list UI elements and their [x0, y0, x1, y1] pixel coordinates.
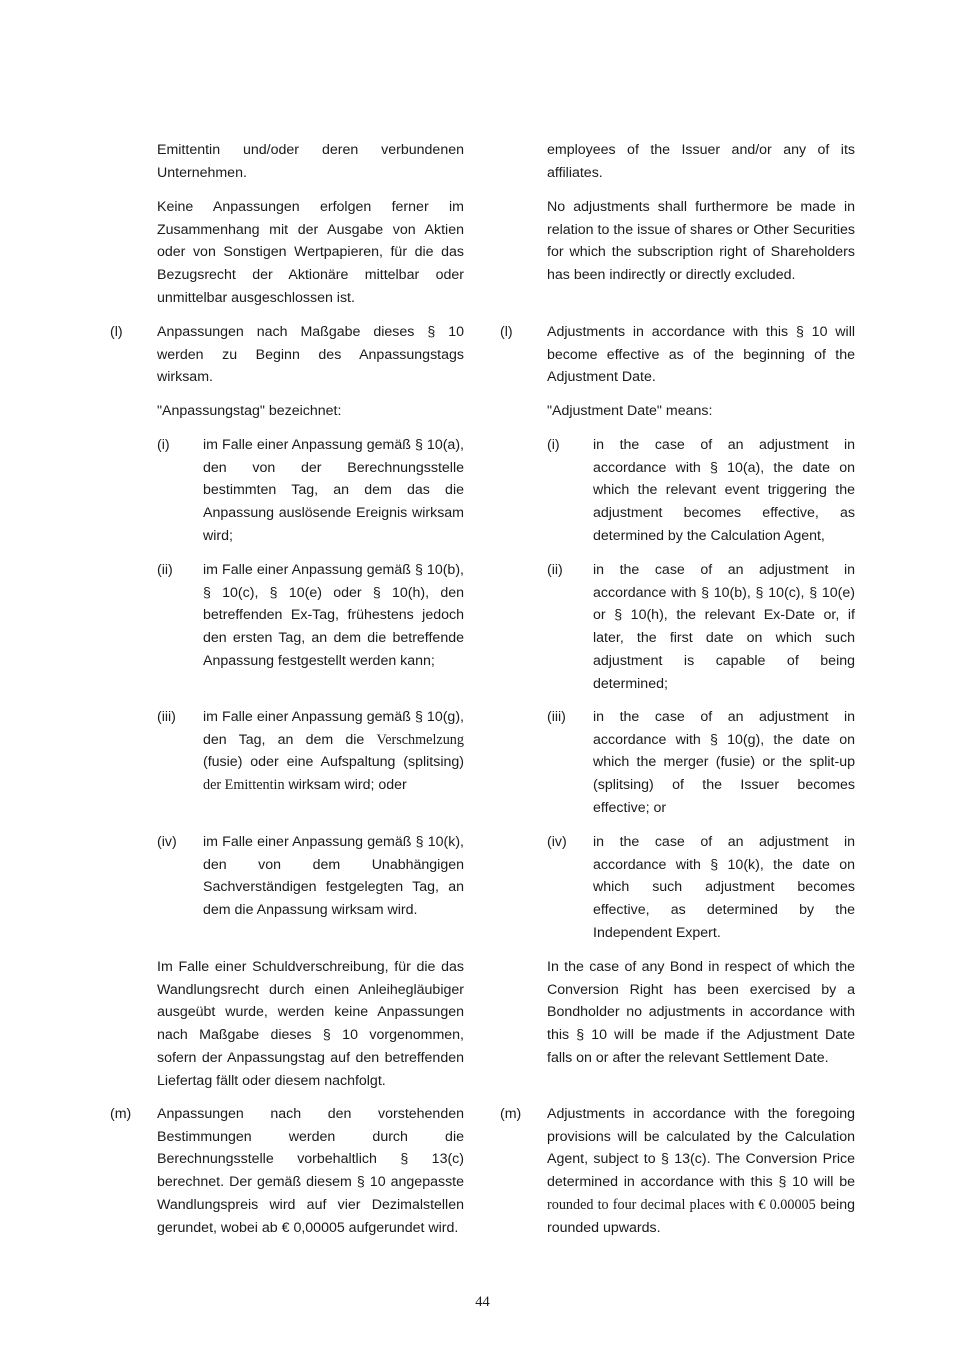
en-item-i-text: in the case of an adjustment in accordance with § 10(a), the date on which the relevant event triggering the adjustment becomes effective, as determined by the Calculation Agent, [593, 437, 855, 544]
de-item-iii-label: (iii) [157, 709, 176, 725]
de-item-i-label: (i) [157, 437, 170, 453]
de-definition-heading: "Anpassungstag" bezeichnet: [157, 403, 342, 419]
en-clause-m-text [547, 1103, 855, 1239]
de-item-iv-text: im Falle einer Anpassung gemäß § 10(k), den von dem Unabhängigen Sachverständigen festgelegten Tag, an dem die Anpassung wirksam wird. [203, 834, 464, 919]
de-item-iii-part-b: Verschmelzung [376, 731, 464, 748]
en-item-iv-text: in the case of an adjustment in accordance with § 10(k), the date on which such adjustment becomes effective, as determined by the Independent Expert. [593, 834, 855, 941]
en-item-iv-label: (iv) [547, 834, 567, 850]
de-intro-end: Emittentin und/oder deren verbundenen Unternehmen. [157, 142, 464, 181]
en-clause-m-label: (m) [500, 1106, 522, 1122]
de-item-iii-part-e: wirksam wird; oder [288, 777, 407, 794]
en-bond-paragraph: In the case of any Bond in respect of which the Conversion Right has been exercised by a Bondholder no adjustments in accordance with this § 10 will be made if the Adjustment Date falls on or after the relevant Settlement Date. [547, 959, 855, 1066]
en-intro-end: employees of the Issuer and/or any of its affiliates. [547, 142, 855, 181]
en-item-iii-text: in the case of an adjustment in accordance with § 10(g), the date on which the merger (fusie) or the split-up (splitsing) of the Issuer becomes effective; or [593, 709, 855, 816]
de-item-ii-text: im Falle einer Anpassung gemäß § 10(b), § 10(c), § 10(e) oder § 10(h), den betreffenden Ex-Tag, frühestens jedoch den ersten Tag, an dem die betreffende Anpassung festgestellt werden kann; [203, 562, 464, 669]
en-clause-l-label: (l) [500, 324, 513, 340]
en-item-ii-text: in the case of an adjustment in accordance with § 10(b), § 10(c), § 10(e) or § 10(h), the relevant Ex-Date or, if later, the first date on which such adjustment is capable of being determined; [593, 562, 855, 692]
en-clause-l-text: Adjustments in accordance with this § 10 will become effective as of the beginning of the Adjustment Date. [547, 324, 855, 386]
de-clause-m-label: (m) [110, 1106, 132, 1122]
de-item-i-text: im Falle einer Anpassung gemäß § 10(a), den von der Berechnungsstelle bestimmten Tag, an dem das die Anpassung auslösende Ereignis wirksam wird; [203, 437, 464, 544]
en-clause-m-part-a: Adjustments in accordance with the foregoing provisions will be calculated by the Calculation Agent, subject to § 13(c). The Conversion Price determined in accordance with this § 10 will be [547, 1106, 855, 1191]
de-clause-l-label: (l) [110, 324, 123, 340]
en-clause-m-part-c: being rounded upwards. [547, 1196, 855, 1236]
de-clause-l-text: Anpassungen nach Maßgabe dieses § 10 werden zu Beginn des Anpassungstags wirksam. [157, 324, 464, 386]
de-item-iii-text [203, 706, 464, 797]
en-definition-heading: "Adjustment Date" means: [547, 403, 713, 419]
de-item-iii-part-d: der Emittentin [203, 777, 285, 794]
de-item-iii-part-a: im Falle einer Anpassung gemäß § 10(g), den Tag, an dem die [203, 709, 464, 748]
page-number: 44 [475, 1294, 490, 1310]
en-no-adjustments-paragraph: No adjustments shall furthermore be made in relation to the issue of shares or Other Securities for which the subscription right of Shareholders has been indirectly or directly excluded. [547, 199, 855, 284]
de-bond-paragraph: Im Falle einer Schuldverschreibung, für die das Wandlungsrecht durch einen Anleihegläubiger ausgeübt wurde, werden keine Anpassungen nach Maßgabe dieses § 10 vorgenommen, sofern der Anpassungstag auf den betreffenden Liefertag fällt oder diesem nachfolgt. [157, 959, 464, 1089]
de-clause-m-text: Anpassungen nach den vorstehenden Bestimmungen werden durch die Berechnungsstelle vorbehaltlich § 13(c) berechnet. Der gemäß diesem § 10 angepasste Wandlungspreis wird auf vier Dezimalstellen gerundet, wobei ab € 0,00005 aufgerundet wird. [157, 1106, 464, 1236]
en-item-iii-label: (iii) [547, 709, 566, 725]
de-item-ii-label: (ii) [157, 562, 173, 578]
en-item-i-label: (i) [547, 437, 560, 453]
de-item-iii-part-c: (fusie) oder eine Aufspaltung (splitsing) [203, 754, 464, 771]
en-clause-m-part-b: rounded to four decimal places with € 0.00005 [547, 1196, 816, 1213]
de-item-iv-label: (iv) [157, 834, 177, 850]
de-no-adjustments-paragraph: Keine Anpassungen erfolgen ferner im Zusammenhang mit der Ausgabe von Aktien oder von Sonstigen Wertpapieren, für die das Bezugsrecht der Aktionäre mittelbar oder unmittelbar ausgeschlossen ist. [157, 199, 464, 306]
en-item-ii-label: (ii) [547, 562, 563, 578]
